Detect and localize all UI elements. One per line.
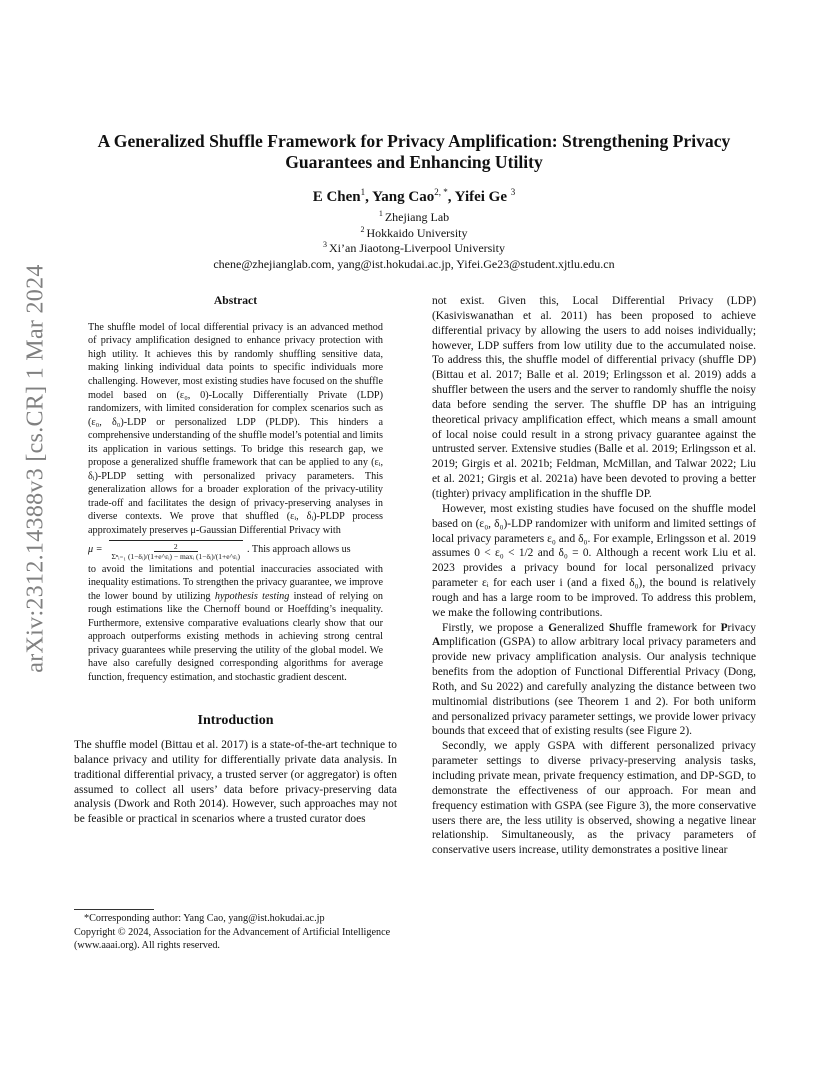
author-name: Yang Cao [372, 189, 435, 205]
author-affiliation-mark: 1 [360, 187, 366, 197]
bold-initial: G [548, 621, 558, 634]
body-paragraph: However, most existing studies have focused on the shuffle model based on (ε₀, δ₀)-LDP randomizer with uniform and limited settings of local privacy parameters ε₀ and δ₀. For example, Erlingsson et al. 2019 assumes 0 < ε₀ < 1/2 and δ₀ = 0. Although a recent work Liu et al. 2023 provides a privacy bound for local personalized privacy parameter εᵢ for each user i (and a fixed δ₀), the bound is relatively rough and has a large room to be improved. To address this problem, we make the following contributions. [432, 502, 756, 619]
bold-initial: A [432, 636, 441, 649]
affiliation-name: Zhejiang Lab [384, 210, 450, 224]
introduction-paragraph: The shuffle model (Bittau et al. 2017) is a state-of-the-art technique to balance privacy and utility for differentially private data analysis. In traditional differential privacy, a trusted server (or aggregator) is often assumed to collect all users’ data before privacy-preserving data analysis (Dwork and Roth 2014). However, such approaches may not be feasible or practical in scenarios where a trusted curator does [74, 739, 397, 826]
left-column [74, 294, 397, 827]
footnote-divider [74, 909, 154, 910]
copyright-note: Copyright © 2024, Association for the Advancement of Artificial Intelligence (www.aaai.org). All rights reserved. [74, 926, 391, 951]
affiliation-line [80, 210, 748, 226]
author-name: E Chen [312, 189, 361, 205]
affiliation-line [80, 226, 748, 242]
arxiv-identifier [20, 263, 52, 673]
mu-equals: μ = [88, 544, 103, 556]
affiliation-mark: 3 [323, 240, 328, 250]
abstract-text [88, 563, 383, 685]
affiliation-line [80, 241, 748, 257]
mu-tail-text: . This approach allows us [246, 544, 351, 556]
introduction-heading: Introduction [197, 713, 274, 729]
bold-initial: P [720, 621, 728, 634]
text-segment: mplification (GSPA) to allow arbitrary local privacy parameters and provide new privacy amplification analysis. Our analysis technique benefits from the adoption of Functional Differential Privacy (Dong, Roth, and Su 2022) and carefully analyzing the distance between two multinomial distributions (see Theorem 1 and 2). For both uniform and personalized privacy parameter settings, we provide lower privacy bounds that exceed that of existing results (see Figure 2). [432, 636, 756, 738]
text-segment: Firstly, we propose a [442, 621, 549, 634]
abstract-heading: Abstract [213, 294, 258, 307]
author-name: Yifei Ge [454, 189, 508, 205]
abstract-text-segment: instead of relying on rough estimations like the Chernoff bound or Hoeffding’s inequality. Furthermore, extensive comparative evaluations clearly show that our approach outperforms existing methods in achieving strong central privacy guarantees while preserving the utility of the global model. We have also carefully designed corresponding algorithms for average function, frequency estimation, and stochastic gradient descent. [88, 590, 384, 683]
footnote [74, 912, 397, 953]
affiliations [80, 210, 748, 272]
affiliation-name: Xi’an Jiaotong-Liverpool University [329, 241, 505, 256]
affiliation-name: Hokkaido University [366, 225, 468, 240]
arxiv-identifier-text: arXiv:2312.14388v3 [cs.CR] 1 Mar 2024 [22, 263, 49, 673]
author-emails: chene@zhejianglab.com, yang@ist.hokudai.ac.jp, Yifei.Ge23@student.xjtlu.edu.cn [213, 256, 615, 271]
author-list [80, 187, 748, 207]
affiliation-mark: 1 [378, 209, 383, 218]
bold-initial: S [608, 621, 616, 634]
right-column [432, 294, 756, 858]
corresponding-author-note: *Corresponding author: Yang Cao, yang@ist.hokudai.ac.jp [84, 913, 325, 924]
sqrt-fraction [109, 540, 243, 561]
abstract-italic-term: hypothesis testing [214, 590, 290, 602]
mu-formula [88, 540, 383, 561]
body-paragraph: not exist. Given this, Local Differential Privacy (LDP) (Kasiviswanathan et al. 2011) has been proposed to achieve differential privacy by allowing the users to add noises individually; however, LDP suffers from low utility due to the accumulated noise. To address this, the shuffle model of differential privacy (shuffle DP) (Bittau et al. 2017; Balle et al. 2019; Erlingsson et al. 2019) adds a shuffler between the users and the server to randomly shuffle the noisy data before sending the server. The shuffle DP has an intriguing theoretical privacy amplification effect, which means a small amount of local noise could result in a strong privacy guarantee against the untrusted server. Extensive studies (Balle et al. 2019; Erlingsson et al. 2019; Girgis et al. 2021b; Feldman, McMillan, and Talwar 2022; Liu et al. 2021; Girgis et al. 2021a) have been devoted to proving a better (tighter) privacy amplification in the shuffle DP. [432, 295, 756, 500]
author-affiliation-mark: 3 [510, 187, 516, 197]
affiliation-mark: 2 [360, 224, 365, 234]
text-segment: rivacy [727, 621, 756, 634]
text-segment: huffle framework for [615, 621, 721, 634]
author-affiliation-mark: 2, * [434, 187, 448, 197]
text-segment: eneralized [557, 621, 609, 634]
author-separator: , [447, 189, 455, 205]
author-separator: , [365, 189, 373, 205]
abstract-text: The shuffle model of local differential privacy is an advanced method of privacy amplification designed to enhance privacy protection with high utility. It achieves this by randomly shuffling sensitive data, making linking individual data points to specific individuals more challenging. However, most existing studies have focused on the shuffle model based on (ε₀, 0)-Locally Differentially Private (LDP) randomizers, with limited consideration for complex scenarios such as (ε₀, δ₀)-LDP or personalized LDP (PLDP). This hinders a comprehensive understanding of the shuffle model’s potential and limits its application in various settings. To bridge this research gap, we propose a generalized shuffle framework that can be applied to any (εᵢ, δᵢ)-PLDP setting with personalized privacy parameters. This generalization allows for a broader exploration of the privacy-utility trade-off and facilitates the design of privacy-preserving analyses in diverse contexts. We prove that shuffled (εᵢ, δᵢ)-PLDP process approximately preserves μ-Gaussian Differential Privacy with [88, 321, 383, 536]
body-paragraph-gspa [432, 621, 756, 740]
fraction-numerator: 2 [154, 542, 198, 552]
abstract-body [88, 321, 383, 685]
fraction-denominator: Σⁿᵢ₌₁ (1−δᵢ)/(1+e^εᵢ) − maxᵢ (1−δᵢ)/(1+e^εᵢ) [111, 551, 240, 561]
abstract-text-segment: to avoid the limitations and potential inaccuracies associated with inequality estimations. To strengthen the privacy guarantee, we improve the lower bound by utilizing [88, 563, 383, 602]
paper-title: A Generalized Shuffle Framework for Privacy Amplification: Strengthening Privacy Guarantees and Enhancing Utility [97, 131, 731, 172]
body-paragraph: Secondly, we apply GSPA with different personalized privacy parameter settings to diverse privacy-preserving analysis tasks, including private mean, private frequency estimation, and DP-SGD, to demonstrate the effectiveness of our approach. For mean and frequency estimation with GSPA (see Figure 3), the more conservative users there are, the less utility is observed, showing a negative linear relationship. Simultaneously, as the privacy parameters of conservative users increase, utility demonstrates a positive linear [432, 740, 756, 857]
